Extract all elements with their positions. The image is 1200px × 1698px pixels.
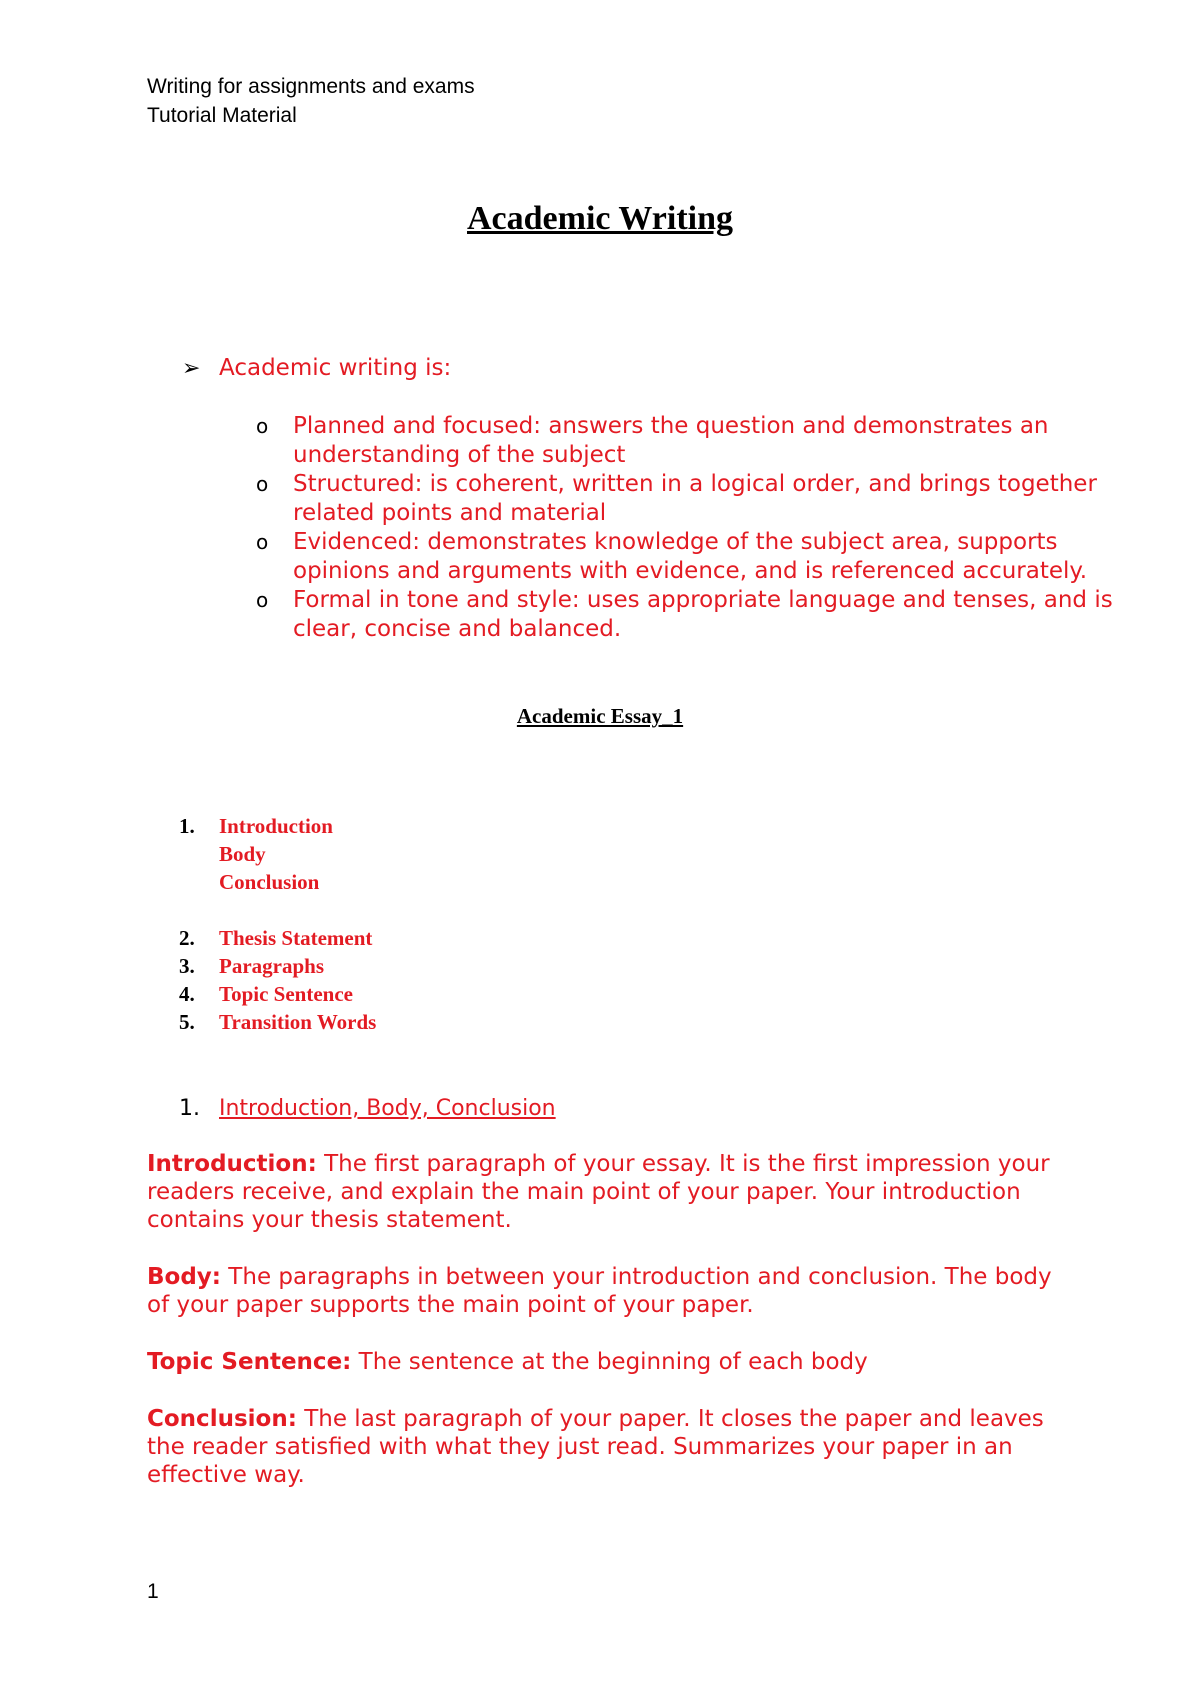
definition-term: Conclusion: (147, 1406, 297, 1432)
page-header (147, 72, 475, 130)
circle-bullet-icon: o (256, 588, 269, 612)
header-line-1: Writing for assignments and exams (147, 75, 475, 98)
definition-text: The first paragraph of your essay. It is the first impression your readers receive, and explain the main point of your paper. Your introduction contains your thesis statement. (147, 1151, 1050, 1233)
header-line-2: Tutorial Material (147, 104, 297, 127)
circle-bullet-icon: o (256, 530, 269, 554)
outline-number: 2. (179, 926, 195, 950)
outline-label: Conclusion (219, 870, 320, 894)
outline-list-part-1 (179, 812, 333, 896)
outline-number: 4. (179, 982, 195, 1006)
definition-term: Introduction: (147, 1151, 317, 1177)
circle-bullet-icon: o (256, 414, 269, 438)
outline-number: 3. (179, 954, 195, 978)
definition-body (147, 1263, 1067, 1319)
definition-term: Body: (147, 1264, 221, 1290)
outline-list-part-2 (179, 924, 376, 1036)
list-item (256, 470, 1116, 528)
outline-item-1 (179, 812, 333, 896)
definition-text: The sentence at the beginning of each body (351, 1349, 868, 1375)
definition-topic-sentence (147, 1348, 1067, 1376)
outline-item (179, 952, 376, 980)
list-item (256, 586, 1116, 644)
list-item (256, 412, 1116, 470)
definition-term: Topic Sentence: (147, 1349, 352, 1375)
definition-introduction (147, 1150, 1067, 1234)
definition-text: The paragraphs in between your introduction and conclusion. The body of your paper supports the main point of your paper. (147, 1264, 1052, 1318)
outline-number: 5. (179, 1010, 195, 1034)
list-item-text: Evidenced: demonstrates knowledge of the subject area, supports opinions and arguments with evidence, and is referenced accurately. (293, 529, 1088, 584)
section-heading-text: Introduction, Body, Conclusion (219, 1096, 556, 1121)
essay-title: Academic Essay_1 (516, 704, 684, 728)
section-number: 1. (179, 1096, 200, 1121)
outline-label: Paragraphs (219, 954, 324, 978)
circle-bullet-icon: o (256, 472, 269, 496)
outline-label: Body (219, 842, 266, 866)
list-item-text: Structured: is coherent, written in a logical order, and brings together related points and material (293, 471, 1097, 526)
outline-label: Topic Sentence (219, 982, 353, 1006)
outline-label: Transition Words (219, 1010, 377, 1034)
list-item-text: Planned and focused: answers the question and demonstrates an understanding of the subject (293, 413, 1049, 468)
outline-item (179, 980, 376, 1008)
document-title: Academic Writing (467, 200, 733, 237)
characteristics-list (256, 412, 1116, 644)
page-number: 1 (147, 1580, 159, 1603)
list-item (256, 528, 1116, 586)
outline-number: 1. (179, 814, 195, 838)
definition-text: The last paragraph of your paper. It closes the paper and leaves the reader satisfied with what they just read. Summarizes your paper in an effective way. (147, 1406, 1044, 1488)
outline-label: Thesis Statement (219, 926, 373, 950)
intro-bullet-text: Academic writing is: (219, 355, 452, 381)
definition-conclusion (147, 1405, 1067, 1489)
arrow-bullet-icon: ➢ (182, 356, 201, 381)
outline-label: Introduction (219, 814, 333, 838)
outline-item (179, 924, 376, 952)
list-item-text: Formal in tone and style: uses appropriate language and tenses, and is clear, concise and balanced. (293, 587, 1113, 642)
outline-item (179, 1008, 376, 1036)
